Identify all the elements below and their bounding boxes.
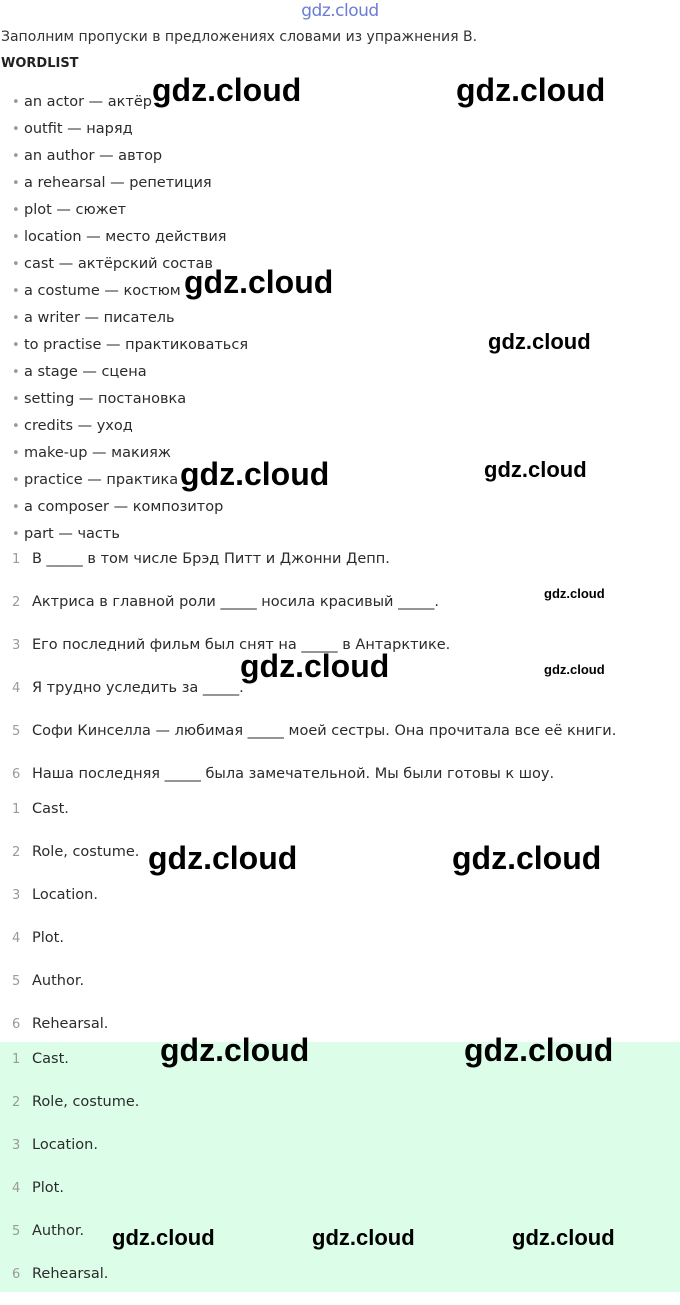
answer-text: Plot.: [32, 1180, 64, 1196]
bullet-icon: •: [12, 527, 20, 542]
wordlist-item: • a costume — костюм: [12, 279, 248, 306]
wordlist-item: • an author — автор: [12, 144, 248, 171]
highlighted-answer-list: [12, 1047, 139, 1305]
item-number: 3: [12, 888, 21, 903]
item-number: 3: [12, 1138, 21, 1153]
answer-item: [12, 1176, 139, 1219]
bullet-icon: •: [12, 446, 20, 461]
item-number: 6: [12, 1017, 21, 1032]
wordlist-item: • make-up — макияж: [12, 441, 248, 468]
wordlist-item: • a rehearsal — репетиция: [12, 171, 248, 198]
watermark: gdz.cloud: [152, 72, 302, 108]
answer-item: [12, 883, 139, 926]
watermark: gdz.cloud: [312, 1225, 415, 1250]
watermark: gdz.cloud: [180, 456, 330, 492]
sentence-text: В _____ в том числе Брэд Питт и Джонни Депп.: [32, 551, 390, 567]
item-number: 2: [12, 845, 21, 860]
answer-text: Role, costume.: [32, 1094, 140, 1110]
sentence-text: Актриса в главной роли _____ носила красивый _____.: [32, 594, 439, 610]
watermark: gdz.cloud: [544, 586, 605, 601]
item-number: 6: [12, 1267, 21, 1282]
sentence-item: [12, 547, 616, 590]
watermark: gdz.cloud: [512, 1225, 615, 1250]
answer-text: Author.: [32, 1223, 85, 1239]
answer-list: [12, 797, 139, 1055]
sentence-text: Его последний фильм был снят на _____ в Антарктике.: [32, 637, 451, 653]
bullet-icon: •: [12, 95, 20, 110]
sentence-text: Я трудно уследить за _____.: [32, 680, 244, 696]
wordlist-heading: WORDLIST: [1, 56, 79, 71]
answer-item: [12, 926, 139, 969]
wordlist-item: • part — часть: [12, 522, 248, 549]
answer-text: Plot.: [32, 930, 64, 946]
answer-item: [12, 1133, 139, 1176]
bullet-icon: •: [12, 419, 20, 434]
wordlist-item: • cast — актёрский состав: [12, 252, 248, 279]
item-number: 4: [12, 931, 21, 946]
item-number: 1: [12, 552, 21, 567]
answer-item: [12, 840, 139, 883]
answer-item: [12, 797, 139, 840]
answer-item: [12, 1047, 139, 1090]
watermark: gdz.cloud: [240, 648, 390, 684]
wordlist-item: • to practise — практиковаться: [12, 333, 248, 360]
wordlist-item: • outfit — наряд: [12, 117, 248, 144]
item-number: 5: [12, 1224, 21, 1239]
wordlist-item: • location — место действия: [12, 225, 248, 252]
item-number: 5: [12, 974, 21, 989]
wordlist-item: • practice — практика: [12, 468, 248, 495]
item-number: 5: [12, 724, 21, 739]
item-number: 2: [12, 595, 21, 610]
watermark: gdz.cloud: [452, 840, 602, 876]
wordlist-item: • credits — уход: [12, 414, 248, 441]
bullet-icon: •: [12, 257, 20, 272]
bullet-icon: •: [12, 149, 20, 164]
wordlist-item: • an actor — актёр: [12, 90, 248, 117]
answer-item: [12, 1262, 139, 1305]
item-number: 2: [12, 1095, 21, 1110]
bullet-icon: •: [12, 122, 20, 137]
bullet-icon: •: [12, 203, 20, 218]
bullet-icon: •: [12, 338, 20, 353]
wordlist-item: • plot — сюжет: [12, 198, 248, 225]
item-number: 6: [12, 767, 21, 782]
answer-text: Role, costume.: [32, 844, 140, 860]
watermark: gdz.cloud: [184, 264, 334, 300]
watermark: gdz.cloud: [484, 457, 587, 482]
bullet-icon: •: [12, 311, 20, 326]
answer-item: [12, 969, 139, 1012]
answer-item: [12, 1090, 139, 1133]
bullet-icon: •: [12, 284, 20, 299]
site-logo[interactable]: gdz.cloud: [301, 1, 379, 21]
wordlist-item: • a stage — сцена: [12, 360, 248, 387]
answer-text: Location.: [32, 1137, 98, 1153]
watermark: gdz.cloud: [160, 1032, 310, 1068]
bullet-icon: •: [12, 176, 20, 191]
item-number: 1: [12, 802, 21, 817]
watermark: gdz.cloud: [456, 72, 606, 108]
watermark: gdz.cloud: [464, 1032, 614, 1068]
watermark: gdz.cloud: [148, 840, 298, 876]
watermark: gdz.cloud: [488, 329, 591, 354]
answer-text: Rehearsal.: [32, 1266, 109, 1282]
sentence-item: [12, 590, 616, 633]
item-number: 3: [12, 638, 21, 653]
sentence-item: [12, 719, 616, 762]
answer-text: Rehearsal.: [32, 1016, 109, 1032]
bullet-icon: •: [12, 365, 20, 380]
item-number: 4: [12, 1181, 21, 1196]
item-number: 1: [12, 1052, 21, 1067]
item-number: 4: [12, 681, 21, 696]
bullet-icon: •: [12, 392, 20, 407]
answer-text: Cast.: [32, 1051, 69, 1067]
wordlist-item: • setting — постановка: [12, 387, 248, 414]
sentence-text: Софи Кинселла — любимая _____ моей сестры. Она прочитала все её книги.: [32, 723, 617, 739]
task-instruction: Заполним пропуски в предложениях словами из упражнения B.: [1, 29, 478, 45]
bullet-icon: •: [12, 230, 20, 245]
watermark: gdz.cloud: [112, 1225, 215, 1250]
bullet-icon: •: [12, 500, 20, 515]
watermark: gdz.cloud: [544, 662, 605, 677]
answer-text: Location.: [32, 887, 98, 903]
wordlist-item: • a composer — композитор: [12, 495, 248, 522]
answer-text: Author.: [32, 973, 85, 989]
sentence-text: Наша последняя _____ была замечательной. Мы были готовы к шоу.: [32, 766, 555, 782]
bullet-icon: •: [12, 473, 20, 488]
answer-text: Cast.: [32, 801, 69, 817]
wordlist-item: • a writer — писатель: [12, 306, 248, 333]
